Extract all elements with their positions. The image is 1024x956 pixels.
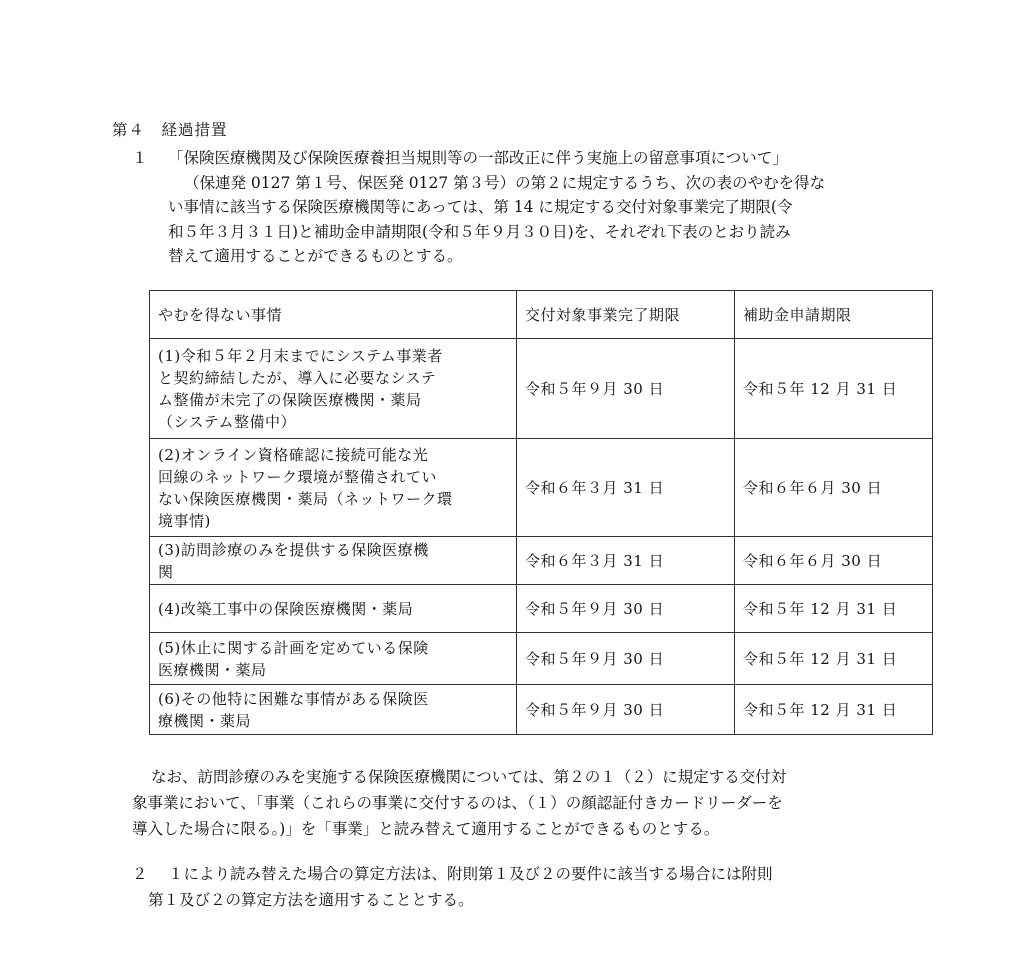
reason-line: (5)休止に関する計画を定めている保険 xyxy=(158,638,429,657)
reason-cell xyxy=(150,537,517,585)
application-deadline-cell: 令和５年 12 月 31 日 xyxy=(735,585,933,633)
reason-cell xyxy=(150,339,517,439)
item-1-line: 替えて適用することができるものとする。 xyxy=(168,247,463,265)
reason-line: 医療機関・薬局 xyxy=(158,660,267,679)
reason-line: (4)改築工事中の保険医療機関・薬局 xyxy=(158,599,414,618)
completion-deadline-cell: 令和６年３月 31 日 xyxy=(517,439,735,537)
reason-line: （システム整備中） xyxy=(158,412,297,431)
reason-line: 関 xyxy=(158,562,174,581)
completion-deadline-cell: 令和６年３月 31 日 xyxy=(517,537,735,585)
table-row xyxy=(150,685,933,735)
reason-line: ム整備が未完了の保険医療機関・薬局 xyxy=(158,390,422,409)
application-deadline-cell: 令和５年 12 月 31 日 xyxy=(735,633,933,685)
application-deadline-cell: 令和５年 12 月 31 日 xyxy=(735,339,933,439)
item-1-line: い事情に該当する保険医療機関等にあっては、第 14 に規定する交付対象事業完了期限(令 xyxy=(168,198,793,216)
section-heading: 第４ 経過措置 xyxy=(112,121,228,139)
completion-deadline-cell: 令和５年９月 30 日 xyxy=(517,585,735,633)
reason-cell xyxy=(150,633,517,685)
note-paragraph xyxy=(132,764,932,842)
item-2-text xyxy=(148,861,933,913)
header-reason: やむを得ない事情 xyxy=(150,291,517,339)
item-1-line: （保連発 0127 第１号、保医発 0127 第３号）の第２に規定するうち、次の表のやむを得な xyxy=(184,173,826,192)
reason-line: (3)訪問診療のみを提供する保険医療機 xyxy=(158,540,429,559)
application-deadline-cell: 令和５年 12 月 31 日 xyxy=(735,685,933,735)
table-row xyxy=(150,339,933,439)
item-1-line: 「保険医療機関及び保険医療養担当規則等の一部改正に伴う実施上の留意事項について」 xyxy=(168,149,788,167)
item-1-line: 和５年３月３１日)と補助金申請期限(令和５年９月３０日)を、それぞれ下表のとおり読み xyxy=(168,222,791,241)
item-1-number: １ xyxy=(132,149,148,167)
reason-line: と契約締結したが、導入に必要なシステ xyxy=(158,368,437,387)
table-row xyxy=(150,537,933,585)
completion-deadline-cell: 令和５年９月 30 日 xyxy=(517,633,735,685)
completion-deadline-cell: 令和５年９月 30 日 xyxy=(517,339,735,439)
reason-line: (1)令和５年２月末までにシステム事業者 xyxy=(158,346,443,365)
reason-line: ない保険医療機関・薬局（ネットワーク環 xyxy=(158,489,453,508)
table-row xyxy=(150,439,933,537)
item-2-line: 第１及び２の算定方法を適用することとする。 xyxy=(148,891,474,909)
note-line: 象事業において、「事業（これらの事業に交付するのは、（１）の顔認証付きカードリーダーを xyxy=(132,794,783,812)
reason-line: 療機関・薬局 xyxy=(158,711,252,730)
reason-line: 境事情) xyxy=(158,511,211,530)
application-deadline-cell: 令和６年６月 30 日 xyxy=(735,537,933,585)
item-2-number: ２ xyxy=(132,865,148,883)
completion-deadline-cell: 令和５年９月 30 日 xyxy=(517,685,735,735)
header-completion-deadline: 交付対象事業完了期限 xyxy=(517,291,735,339)
reason-cell xyxy=(150,439,517,537)
table-row xyxy=(150,585,933,633)
reason-line: 回線のネットワーク環境が整備されてい xyxy=(158,467,438,486)
reason-line: (2)オンライン資格確認に接続可能な光 xyxy=(158,445,429,464)
table-row xyxy=(150,633,933,685)
item-1-text xyxy=(168,146,933,269)
note-line: 導入した場合に限る。)」を「事業」と読み替えて適用することができるものとする。 xyxy=(132,820,720,838)
application-deadline-cell: 令和６年６月 30 日 xyxy=(735,439,933,537)
note-line: なお、訪問診療のみを実施する保険医療機関については、第２の１（２）に規定する交付対 xyxy=(151,768,787,786)
header-application-deadline: 補助金申請期限 xyxy=(735,291,933,339)
reason-cell xyxy=(150,685,517,735)
deadline-table xyxy=(149,290,933,735)
reason-line: (6)その他特に困難な事情がある保険医 xyxy=(158,689,429,708)
reason-cell xyxy=(150,585,517,633)
table-header-row xyxy=(150,291,933,339)
item-2-line: １により読み替えた場合の算定方法は、附則第１及び２の要件に該当する場合には附則 xyxy=(168,865,773,883)
